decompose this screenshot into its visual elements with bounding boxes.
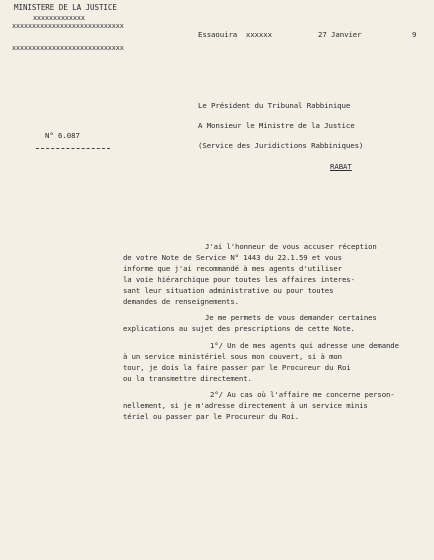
reference-number: N° 6.087 xyxy=(45,131,80,140)
body-line: demandes de renseignements. xyxy=(123,297,239,306)
reference-underline xyxy=(36,148,110,149)
body-line: 2°/ Au cas où l'affaire me concerne person- xyxy=(210,390,395,399)
body-line: 1°/ Un de mes agents qui adresse une demande xyxy=(210,341,399,350)
redaction-line-2: xxxxxxxxxxxxxxxxxxxxxxxxxxxx xyxy=(12,22,124,30)
body-line: nellement, si je m'adresse directement à un service minis xyxy=(123,401,368,410)
body-line: sant leur situation administrative ou pour toutes xyxy=(123,286,334,295)
page-number: 9 xyxy=(412,30,417,39)
service-line: (Service des Juridictions Rabbiniques) xyxy=(198,141,364,150)
body-line: à un service ministériel sous mon couvert, si à mon xyxy=(123,352,342,361)
city-line: RABAT xyxy=(330,162,352,171)
sender-line: Le Président du Tribunal Rabbinique xyxy=(198,101,351,110)
body-line: Je me permets de vous demander certaines xyxy=(205,313,377,322)
redaction-line-1: xxxxxxxxxxxxx xyxy=(33,14,85,22)
body-line: tour, je dois la faire passer par le Procureur du Roi xyxy=(123,363,351,372)
body-line: de votre Note de Service N° 1443 du 22.1.59 et vous xyxy=(123,253,342,262)
body-line: ou la transmettre directement. xyxy=(123,374,252,383)
body-line: J'ai l'honneur de vous accuser réception xyxy=(205,242,377,251)
body-line: informe que j'ai recommandé à mes agents d'utiliser xyxy=(123,264,342,273)
body-line: tériel ou passer par le Procureur du Roi. xyxy=(123,412,300,421)
recipient-line: A Monsieur le Ministre de la Justice xyxy=(198,121,355,130)
date-line: 27 Janvier xyxy=(318,30,362,39)
redaction-line-3: xxxxxxxxxxxxxxxxxxxxxxxxxxxx xyxy=(12,44,124,52)
body-line: explications au sujet des prescriptions de cette Note. xyxy=(123,324,355,333)
ministry-heading: MINISTERE DE LA JUSTICE xyxy=(14,3,117,12)
body-line: la voie hiérarchique pour toutes les affaires interes- xyxy=(123,275,355,284)
place-line: Essaouira xxxxxx xyxy=(198,30,272,39)
